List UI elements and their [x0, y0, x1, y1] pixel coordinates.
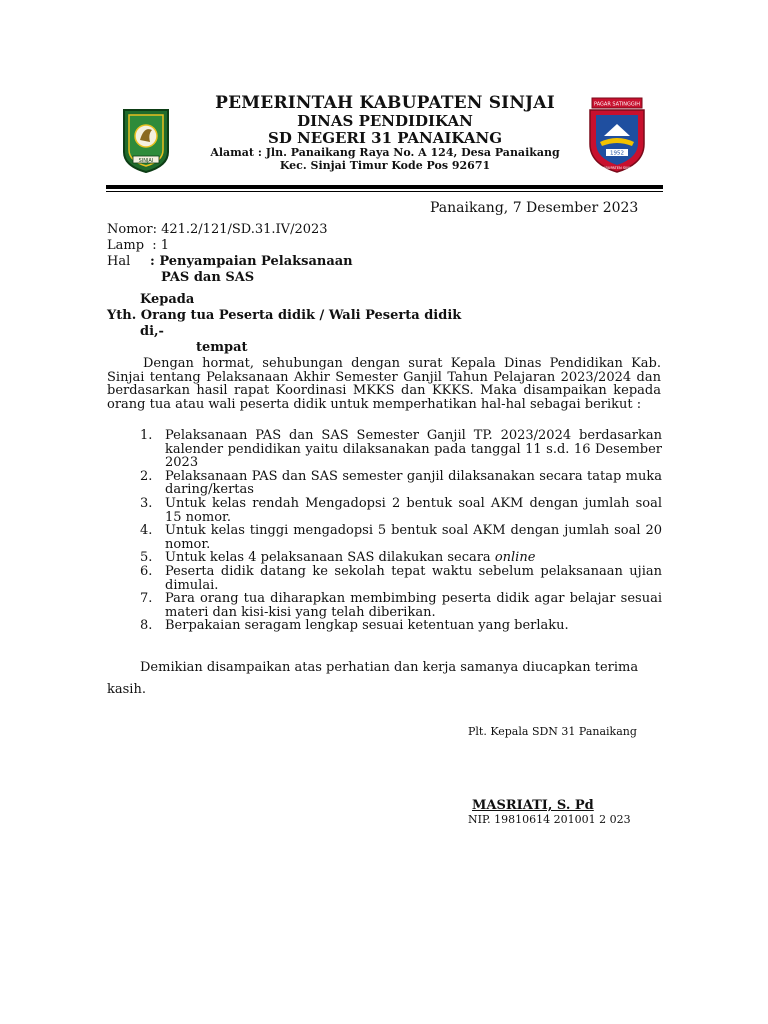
header-address: Alamat : Jln. Panaikang Raya No. A 124, Desa Panaikang — [210, 146, 560, 159]
list-item-number: 8. — [140, 618, 153, 634]
list-item — [140, 524, 662, 551]
list-item-number: 3. — [140, 495, 153, 511]
instruction-list — [140, 429, 662, 633]
left-logo-caption: SINJAI — [138, 158, 154, 164]
list-item-text: Untuk kelas tinggi mengadopsi 5 bentuk soal AKM dengan jumlah soal 20 nomor. — [165, 523, 662, 552]
signatory-name: MASRIATI, S. Pd — [472, 798, 594, 813]
header-postal: Kec. Sinjai Timur Kode Pos 92671 — [279, 159, 491, 172]
right-logo-year: 1952 — [610, 150, 624, 157]
school-emblem-logo — [586, 94, 648, 176]
list-item-italic: online — [494, 550, 536, 566]
list-item — [140, 565, 662, 592]
addressee-recipient: Yth. Orang tua Peserta didik / Wali Peserta didik — [107, 308, 462, 323]
list-item-number: 2. — [140, 468, 153, 484]
right-logo-caption: KABUPATEN SINJAI — [600, 166, 634, 170]
signatory-nip: NIP. 19810614 201001 2 023 — [468, 813, 631, 826]
right-logo-motto: PAGAR SATINGGIH — [594, 101, 640, 108]
header-rule-thin — [106, 191, 663, 192]
list-item — [140, 497, 662, 524]
list-item-text: Untuk kelas 4 pelaksanaan SAS dilakukan secara — [165, 550, 495, 566]
closing-line-2: kasih. — [107, 682, 146, 697]
signatory-title: Plt. Kepala SDN 31 Panaikang — [468, 725, 637, 738]
list-item — [140, 470, 662, 497]
header-department: DINAS PENDIDIKAN — [297, 112, 473, 130]
addressee-di: di,- — [140, 324, 164, 339]
header-government: PEMERINTAH KABUPATEN SINJAI — [215, 93, 555, 113]
list-item-text: Untuk kelas rendah Mengadopsi 2 bentuk soal AKM dengan jumlah soal 15 nomor. — [165, 495, 662, 525]
list-item-text: Pelaksanaan PAS dan SAS Semester Ganjil TP. 2023/2024 berdasarkan kalender pendidikan yaitu dilaksanakan pada tanggal 11 s.d. 16 Desember 2023 — [165, 428, 662, 471]
list-item — [140, 619, 662, 633]
list-item — [140, 551, 662, 565]
attachment-count: Lamp : 1 — [107, 238, 170, 253]
addressee-place: tempat — [196, 340, 248, 355]
list-item-number: 5. — [140, 550, 153, 566]
list-item — [140, 429, 662, 470]
list-item-text: Peserta didik datang ke sekolah tepat waktu sebelum pelaksanaan ujian dimulai. — [165, 563, 662, 593]
header-school: SD NEGERI 31 PANAIKANG — [267, 129, 503, 147]
list-item-number: 1. — [140, 428, 153, 443]
letter-number: Nomor: 421.2/121/SD.31.IV/2023 — [107, 222, 328, 237]
closing-line-1: Demikian disampaikan atas perhatian dan kerja samanya diucapkan terima — [140, 660, 639, 675]
list-item-text: Para orang tua diharapkan membimbing peserta didik agar belajar sesuai materi dan kisi-kisi yang telah diberikan. — [165, 591, 662, 620]
list-item-number: 4. — [140, 523, 153, 539]
body-intro: Dengan hormat, sehubungan dengan surat Kepala Dinas Pendidikan Kab. Sinjai tentang Pelaksanaan Akhir Semester Ganjil Tahun Pelajaran 2023/2024 dan berdasarkan hasil rapat Koordinasi MKKS dan KKKS. Maka disampaikan kepada orang tua atau wali peserta didik untuk memperhatikan hal-hal sebagai berikut : — [107, 356, 661, 412]
addressee-kepada: Kepada — [140, 292, 195, 307]
list-item-number: 6. — [140, 563, 153, 579]
place-date: Panaikang, 7 Desember 2023 — [430, 200, 639, 216]
subject-line-1: : Penyampaian Pelaksanaan — [150, 254, 353, 269]
sinjai-regency-logo — [120, 106, 172, 174]
list-item — [140, 592, 662, 619]
list-item-text: Pelaksanaan PAS dan SAS semester ganjil dilaksanakan secara tatap muka daring/kertas — [165, 468, 662, 498]
list-item-number: 7. — [140, 591, 153, 607]
header-rule-thick — [106, 185, 663, 189]
subject-label: Hal — [107, 254, 131, 269]
list-item-text: Berpakaian seragam lengkap sesuai ketentuan yang berlaku. — [165, 618, 569, 634]
subject-line-2: PAS dan SAS — [161, 270, 255, 285]
